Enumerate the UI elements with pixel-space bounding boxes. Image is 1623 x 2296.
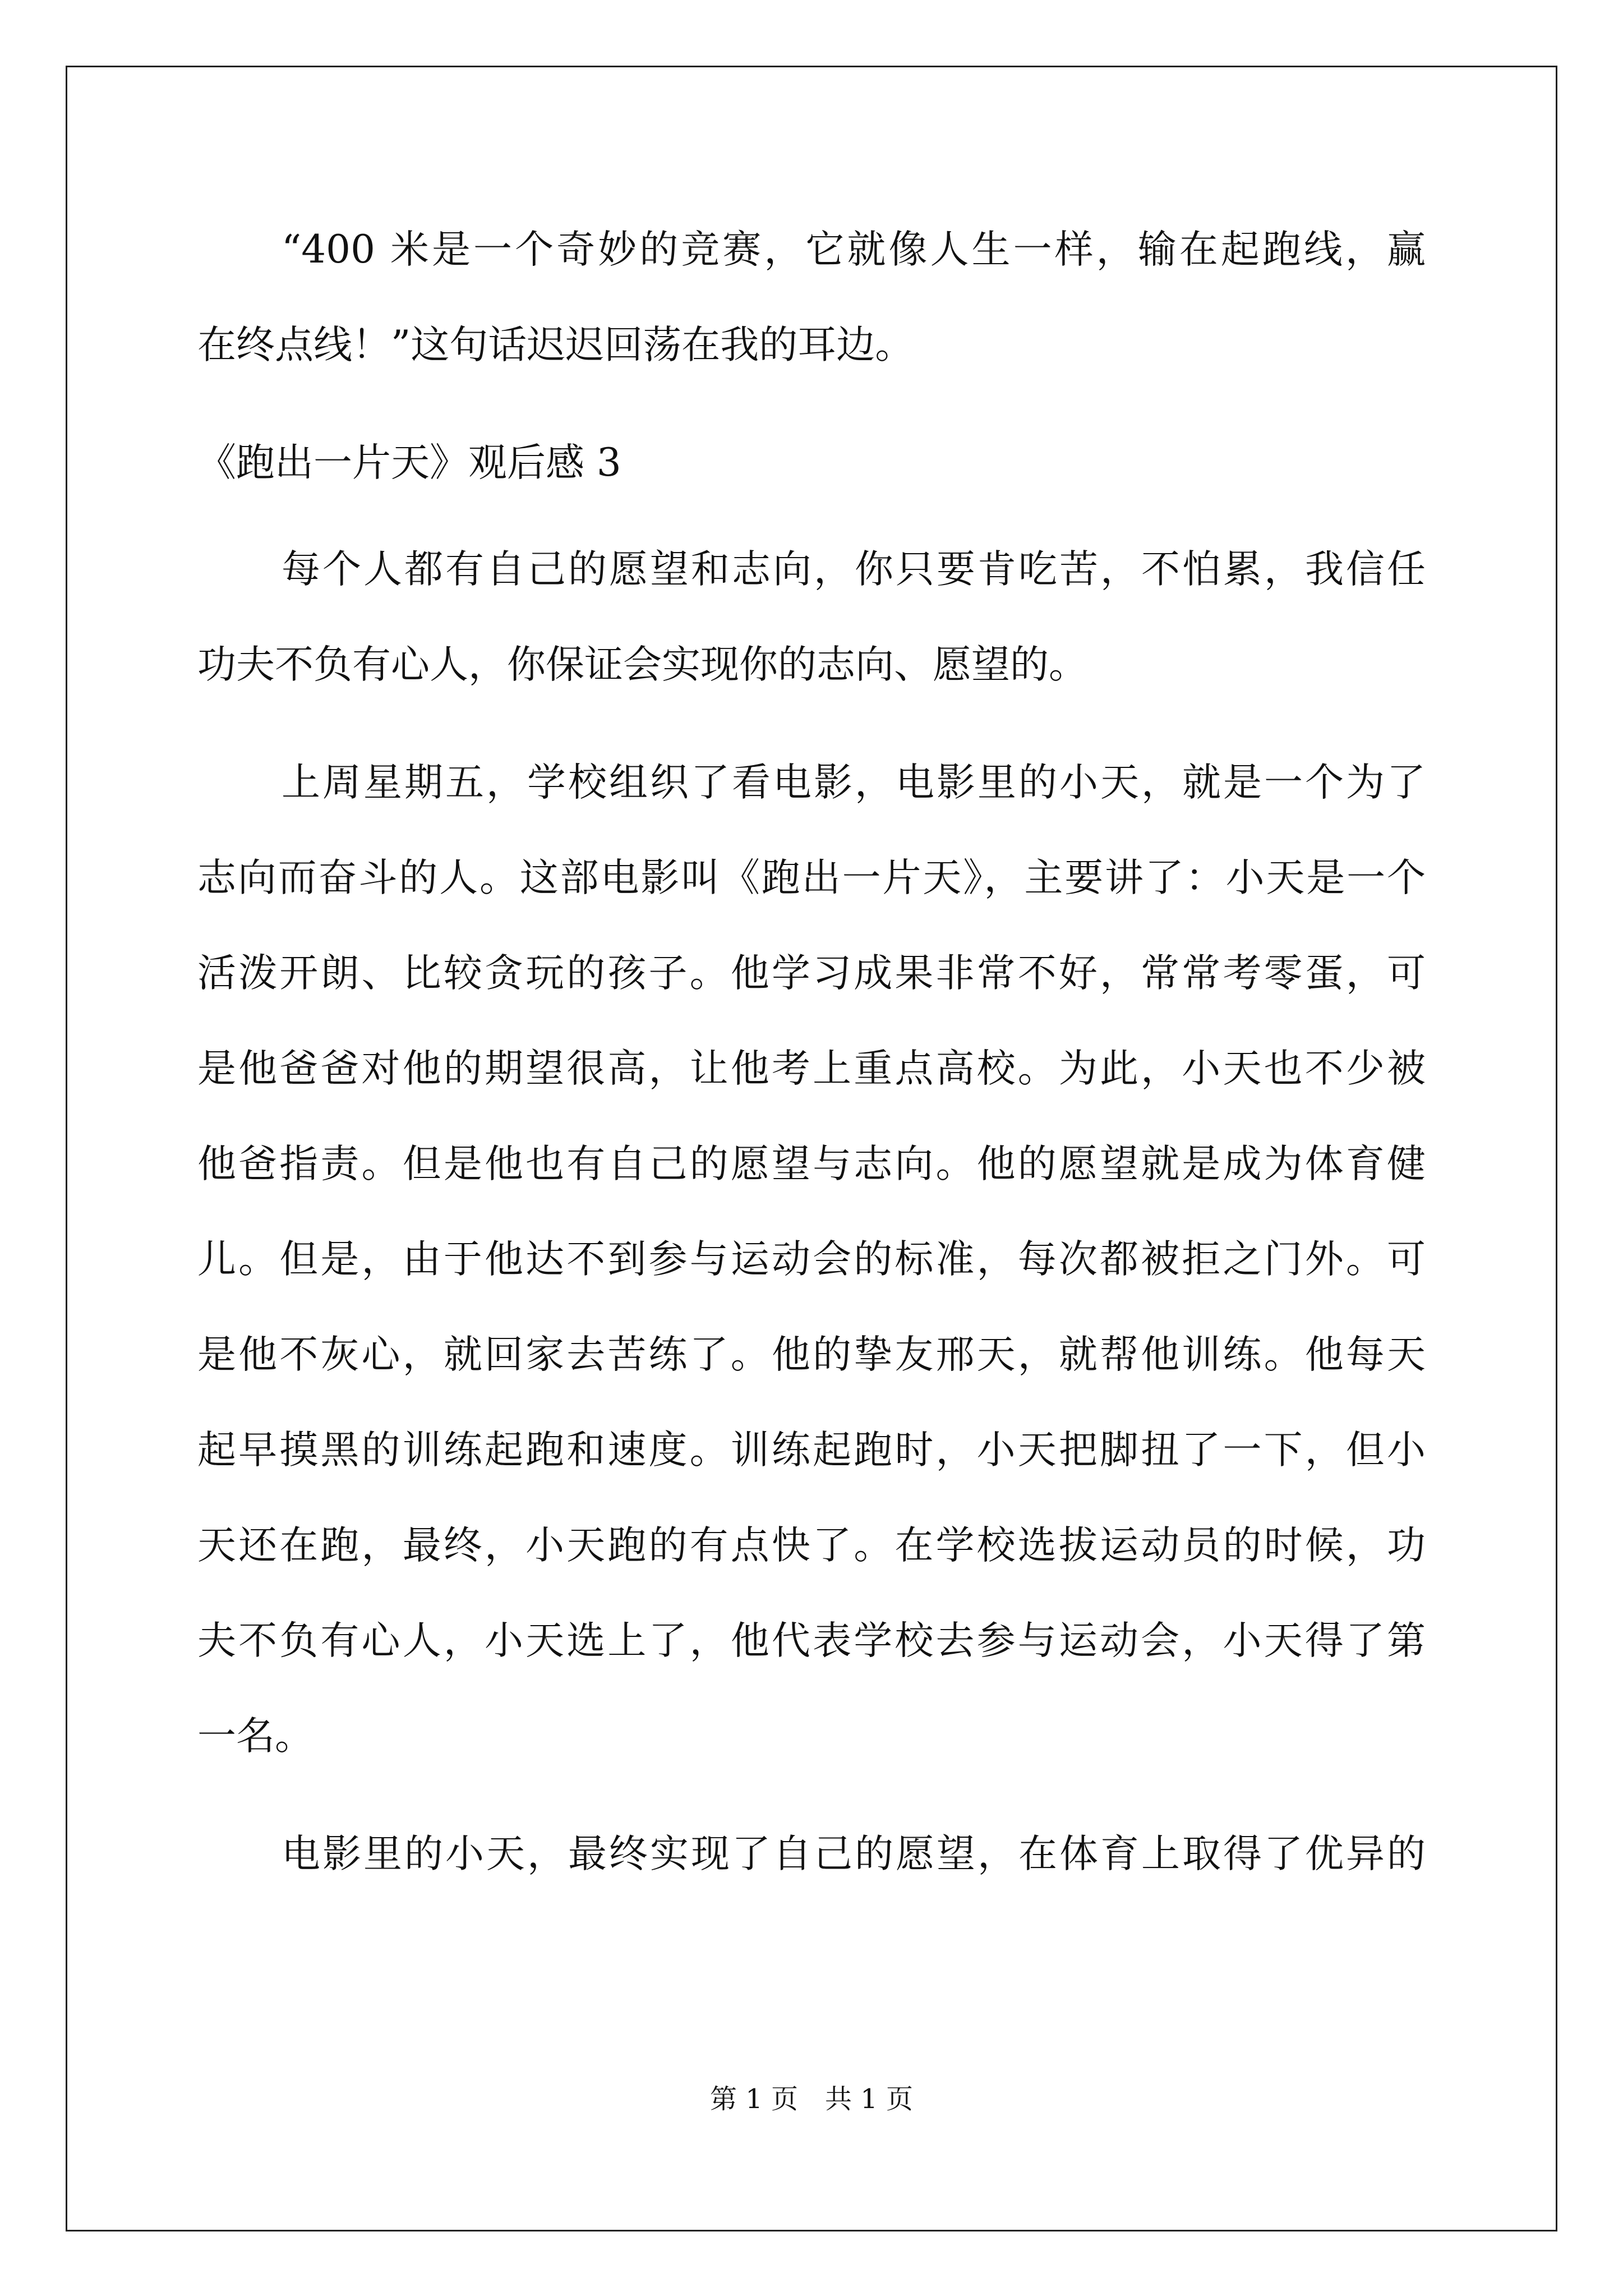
paragraph-line: 志向而奋斗的人。这部电影叫《跑出一片天》，主要讲了：小天是一个 <box>197 855 1426 900</box>
paragraph-line: 每个人都有自己的愿望和志向，你只要肯吃苦，不怕累，我信任 <box>282 547 1426 592</box>
paragraph-line: 天还在跑，最终，小天跑的有点快了。在学校选拔运动员的时候，功 <box>197 1523 1426 1568</box>
section-heading: 《跑出一片天》观后感 3 <box>197 440 621 485</box>
paragraph-line: “400 米是一个奇妙的竞赛，它就像人生一样，输在起跑线，赢 <box>282 227 1426 272</box>
paragraph-line: 活泼开朗、比较贪玩的孩子。他学习成果非常不好，常常考零蛋，可 <box>197 951 1426 996</box>
page-number-footer: 第 1 页 共 1 页 <box>709 2083 914 2115</box>
paragraph-line: 上周星期五，学校组织了看电影，电影里的小天，就是一个为了 <box>282 760 1426 805</box>
paragraph-line: 他爸指责。但是他也有自己的愿望与志向。他的愿望就是成为体育健 <box>197 1142 1426 1186</box>
paragraph-line: 儿。但是，由于他达不到参与运动会的标准，每次都被拒之门外。可 <box>197 1237 1426 1282</box>
paragraph-line: 电影里的小天，最终实现了自己的愿望，在体育上取得了优异的 <box>282 1832 1426 1876</box>
paragraph-line: 功夫不负有心人，你保证会实现你的志向、愿望的。 <box>197 642 1087 687</box>
paragraph-line: 夫不负有心人，小天选上了，他代表学校去参与运动会，小天得了第 <box>197 1618 1426 1663</box>
paragraph-line: 一名。 <box>197 1714 313 1759</box>
paragraph-line: 是他不灰心，就回家去苦练了。他的挚友邢天，就帮他训练。他每天 <box>197 1332 1426 1377</box>
paragraph-line: 是他爸爸对他的期望很高，让他考上重点高校。为此，小天也不少被 <box>197 1046 1426 1091</box>
paragraph-line: 在终点线！”这句话迟迟回荡在我的耳边。 <box>197 323 914 367</box>
paragraph-line: 起早摸黑的训练起跑和速度。训练起跑时，小天把脚扭了一下，但小 <box>197 1428 1426 1473</box>
